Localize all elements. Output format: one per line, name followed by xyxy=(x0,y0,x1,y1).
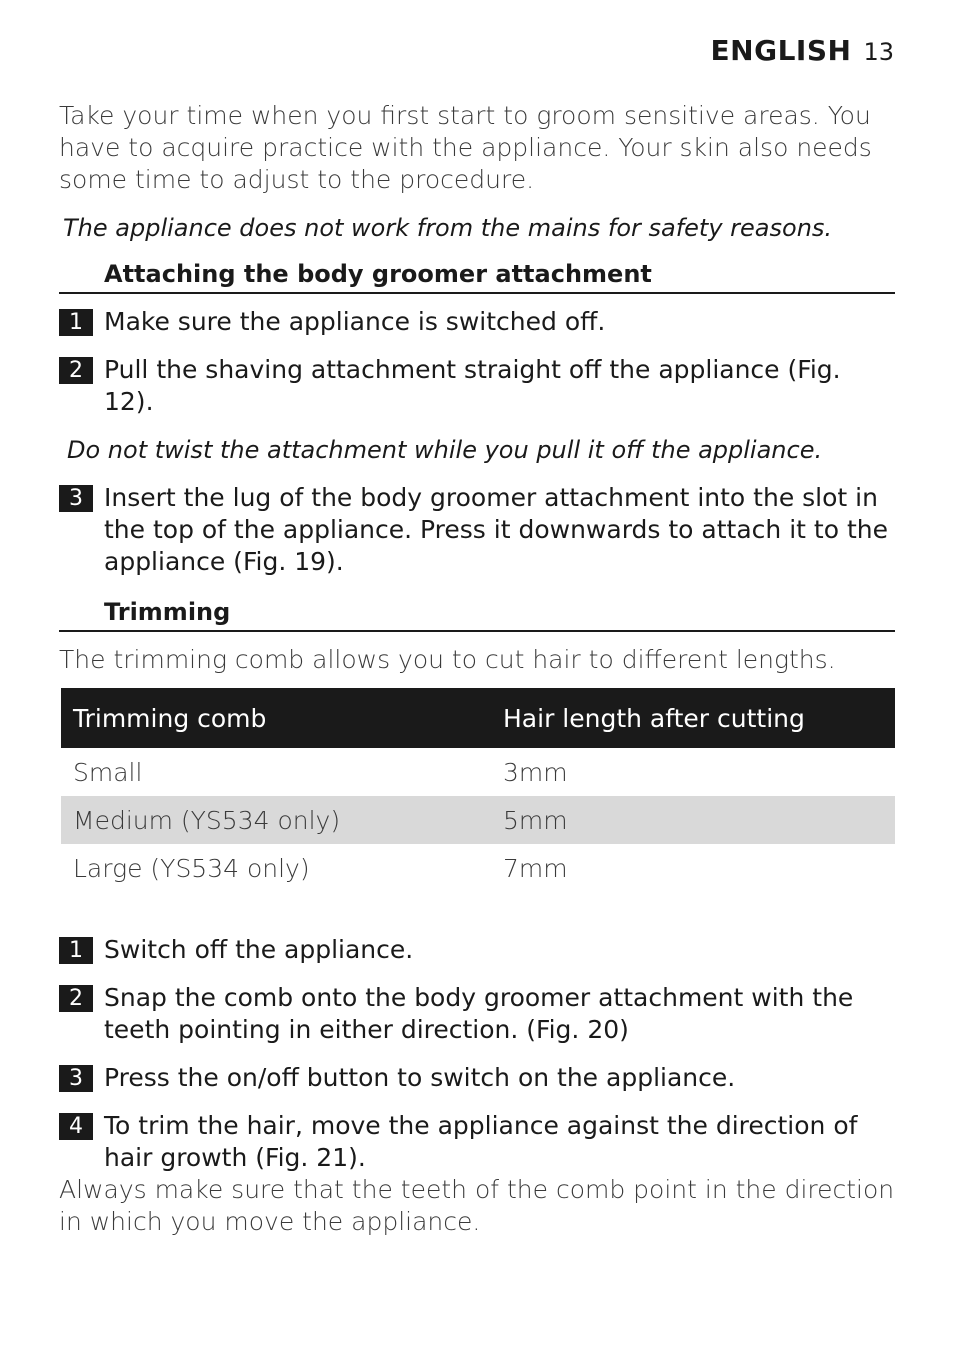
trimming-step-2 xyxy=(59,982,895,1046)
closing-paragraph: Always make sure that the teeth of the comb point in the direction in which you move the appliance. xyxy=(59,1175,895,1236)
step-text: Press the on/off button to switch on the appliance. xyxy=(104,1063,736,1092)
step-text: Make sure the appliance is switched off. xyxy=(104,307,606,336)
trimming-step-3 xyxy=(59,1062,895,1094)
column-header-length: Hair length after cutting xyxy=(491,688,895,748)
trimming-intro: The trimming comb allows you to cut hair to different lengths. xyxy=(59,645,836,674)
step-text: Insert the lug of the body groomer attachment into the slot in the top of the appliance. Press it downwards to attach it to the appliance (Fig. 19). xyxy=(104,483,888,576)
step-text: Snap the comb onto the body groomer attachment with the teeth pointing in either direction. (Fig. 20) xyxy=(104,983,854,1044)
column-header-comb: Trimming comb xyxy=(61,688,491,748)
table-row xyxy=(61,844,895,892)
step-number-badge: 2 xyxy=(59,357,93,384)
trimming-step-4 xyxy=(59,1110,895,1174)
step-text: Pull the shaving attachment straight off the appliance (Fig. 12). xyxy=(104,355,841,416)
trimming-comb-table xyxy=(61,688,895,892)
twist-warning-note: Do not twist the attachment while you pull it off the appliance. xyxy=(67,436,823,464)
intro-paragraph: Take your time when you first start to groom sensitive areas. You have to acquire practice with the appliance. Your skin also needs some time to adjust to the procedure. xyxy=(59,101,872,194)
attaching-step-1 xyxy=(59,306,895,338)
step-number-badge: 3 xyxy=(59,1065,93,1092)
attaching-step-2 xyxy=(59,354,895,418)
attaching-step-3 xyxy=(59,482,895,578)
trimming-step-1 xyxy=(59,934,895,966)
step-number-badge: 2 xyxy=(59,985,93,1012)
language-label: ENGLISH xyxy=(710,34,852,67)
comb-size-cell: Large (YS534 only) xyxy=(73,853,310,883)
comb-size-cell: Medium (YS534 only) xyxy=(61,796,491,844)
trimming-section-title: Trimming xyxy=(59,596,895,632)
mains-safety-note: The appliance does not work from the mains for safety reasons. xyxy=(63,214,833,242)
step-number-badge: 1 xyxy=(59,937,93,964)
comb-size-cell: Small xyxy=(73,757,143,787)
page-header xyxy=(711,34,894,67)
attaching-section-title: Attaching the body groomer attachment xyxy=(59,258,895,294)
table-row xyxy=(61,748,895,796)
step-number-badge: 4 xyxy=(59,1113,93,1140)
step-text: Switch off the appliance. xyxy=(104,935,414,964)
hair-length-cell: 5mm xyxy=(491,796,895,844)
page-number: 13 xyxy=(863,38,894,66)
hair-length-cell: 3mm xyxy=(503,757,568,787)
page-content xyxy=(59,100,895,1238)
hair-length-cell: 7mm xyxy=(503,853,568,883)
step-text: To trim the hair, move the appliance against the direction of hair growth (Fig. 21). xyxy=(104,1111,858,1172)
table-header-row xyxy=(61,688,895,748)
step-number-badge: 3 xyxy=(59,485,93,512)
step-number-badge: 1 xyxy=(59,309,93,336)
table-row xyxy=(61,796,895,844)
